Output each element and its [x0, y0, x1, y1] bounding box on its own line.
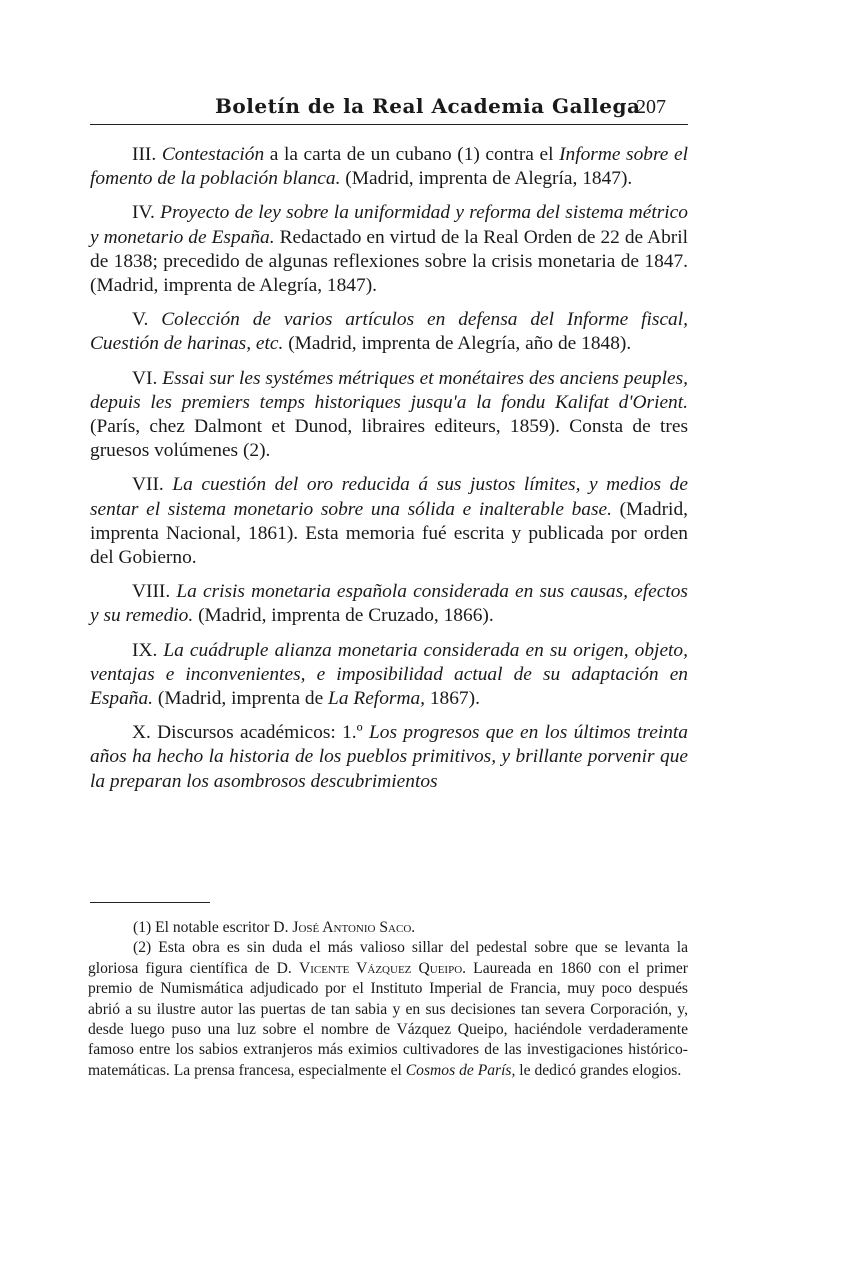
entry-text: (París, chez Dalmont et Dunod, libraires editeurs, 1859). Consta de tres gruesos volúmenes (2). — [90, 416, 688, 462]
entry-text: a la carta de un cubano (1) contra el — [269, 144, 560, 165]
entry-title: La cuestión del oro reducida á sus justos límites, y medios de sentar el sistema monetario sobre una sólida e inalterable base. — [90, 474, 688, 520]
entry-text: (Madrid, imprenta de — [153, 688, 329, 710]
entry-viii — [90, 580, 688, 628]
entry-text: Discursos académicos: 1.º — [157, 722, 369, 744]
entry-number: X. — [132, 722, 151, 744]
footnote-name: Vicente Vázquez Queipo — [298, 959, 463, 977]
entry-iv — [90, 201, 688, 298]
entry-text: (Madrid, imprenta de Alegría, 1847). — [340, 168, 633, 190]
running-title: Boletín de la Real Academia Gallega — [215, 94, 641, 118]
footnote-title: Cosmos de París, — [405, 1061, 516, 1079]
footnote-name: José Antonio Saco — [292, 919, 412, 936]
footnote-text: . — [411, 919, 416, 936]
footnote-mark: (1) — [133, 919, 152, 936]
footnote-mark: (2) — [133, 939, 152, 957]
entry-title: Proyecto de ley sobre la uniformidad y reforma del sistema métrico y monetario de España. — [90, 202, 688, 248]
entry-number: VII. — [132, 474, 164, 496]
entry-vi — [90, 367, 688, 464]
entry-number: IX. — [132, 639, 158, 661]
footnote-text: . Laureada en 1860 con el primer premio de Numismática adjudicado por el Instituto Imperial de Francia, muy poco después abrió a su ilustre autor las puertas de tan sabia y en sus decisiones tan severa Corporación, y, desde luego puso una luz sobre el nombre de Vázquez Queipo, haciéndole verdaderamente famoso entre los sabios extranjeros más eximios cultivadores de las investigaciones histórico-matemáticas. La prensa francesa, especialmente el — [88, 959, 688, 1079]
footnote-1 — [88, 918, 688, 938]
main-text — [90, 143, 688, 804]
entry-number: V. — [132, 309, 149, 331]
footnote-rule — [90, 902, 210, 903]
footnotes — [88, 918, 688, 1081]
page-number: 207 — [636, 96, 666, 118]
entry-text: (Madrid, imprenta Nacional, 1861). Esta memoria fué escrita y publicada por orden del Gobierno. — [90, 498, 688, 569]
footnote-text: le dedicó grandes elogios. — [515, 1061, 682, 1079]
footnote-text: Esta obra es sin duda el más valioso sillar del pedestal sobre que se levanta la gloriosa figura científica de D. — [88, 939, 688, 977]
entry-text: Redactado en virtud de la Real Orden de 22 de Abril de 1838; precedido de algunas reflexiones sobre la crisis monetaria de 1847. (Madrid, imprenta de Alegría, 1847). — [90, 226, 688, 297]
entry-title: Colección de varios artículos en defensa del Informe fiscal, Cuestión de harinas, etc. — [90, 309, 688, 355]
entry-x — [90, 721, 688, 794]
entry-number: VI. — [132, 367, 158, 389]
entry-vii — [90, 473, 688, 570]
entry-title: La Reforma, — [328, 688, 425, 710]
running-header — [90, 90, 688, 125]
entry-title: Contestación — [161, 144, 265, 165]
entry-number: III. — [132, 144, 157, 165]
entry-title: La cuádruple alianza monetaria considerada en su origen, objeto, ventajas e inconvenientes, e imposibilidad actual de su adaptación en España. — [90, 639, 688, 710]
entry-title: Essai sur les systémes métriques et monétaires des anciens peuples, depuis les premiers temps historiques jusqu'a la fondu Kalifat d'Orient. — [90, 367, 688, 413]
footnote-text: El notable escritor D. — [155, 919, 293, 936]
entry-text: 1867). — [425, 688, 480, 710]
entry-title: Informe sobre el fomento de la población blanca. — [90, 144, 688, 190]
entry-iii — [90, 143, 688, 191]
entry-number: VIII. — [132, 581, 171, 603]
entry-number: IV. — [132, 202, 155, 224]
entry-title: Los progresos que en los últimos treinta años ha hecho la historia de los pueblos primitivos, y brillante porvenir que la preparan los asombrosos descubrimientos — [90, 722, 688, 792]
footnote-2 — [88, 938, 688, 1081]
entry-title: La crisis monetaria española considerada en sus causas, efectos y su remedio. — [90, 581, 688, 627]
entry-ix — [90, 639, 688, 712]
entry-text: (Madrid, imprenta de Alegría, año de 1848). — [283, 333, 632, 355]
entry-text: (Madrid, imprenta de Cruzado, 1866). — [193, 605, 494, 627]
entry-v — [90, 308, 688, 356]
